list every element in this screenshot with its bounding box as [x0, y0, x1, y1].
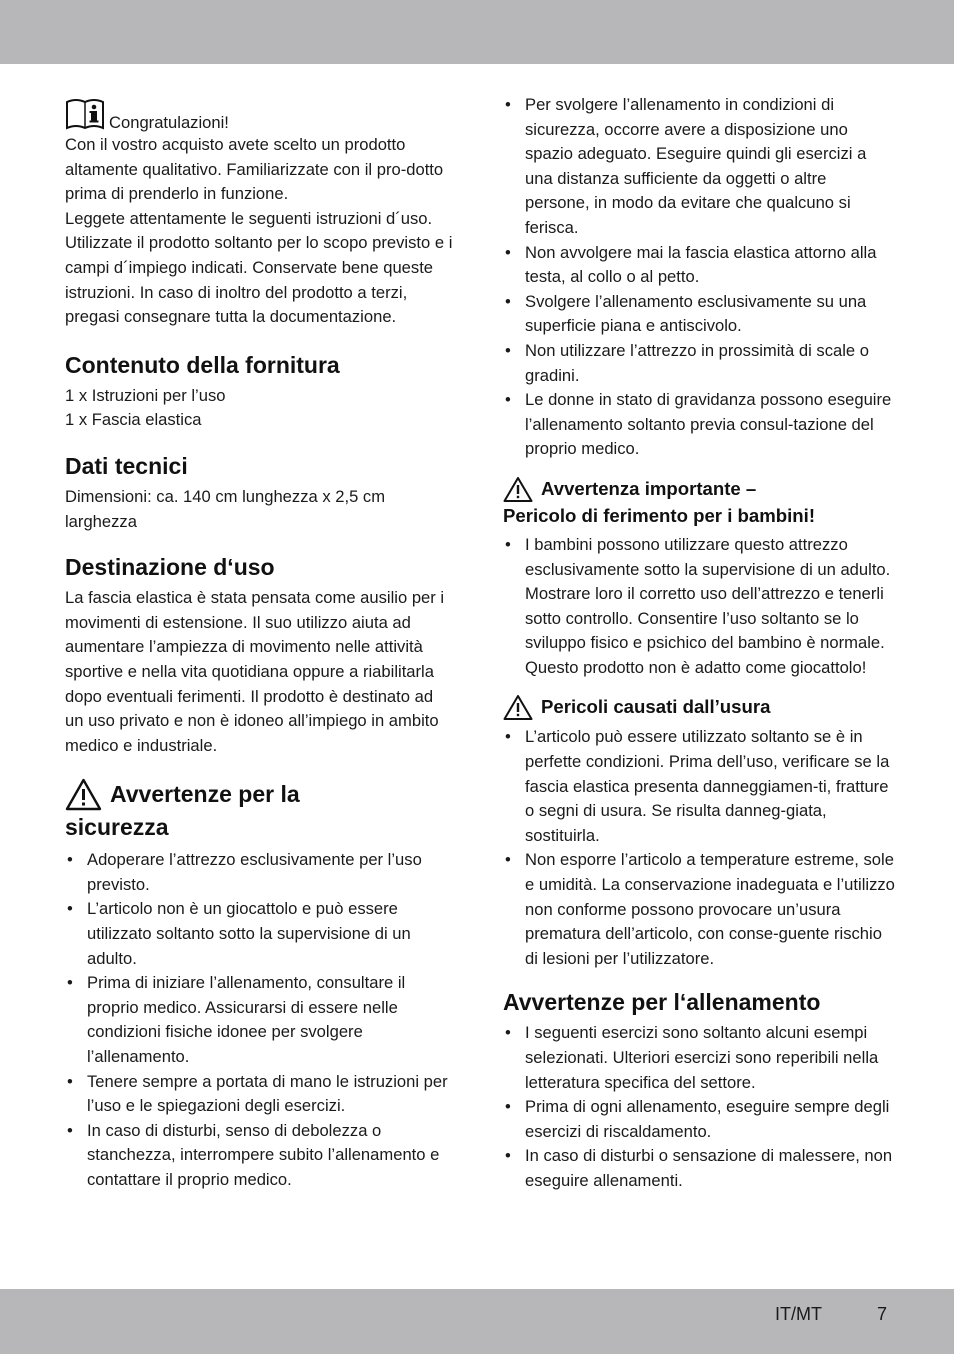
purpose-section	[65, 552, 455, 758]
tech-section	[65, 451, 455, 534]
safety-list-continued	[503, 93, 895, 462]
contents-item: 1 x Istruzioni per l’uso	[65, 385, 226, 405]
tech-title: Dati tecnici	[65, 452, 188, 479]
list-item: • Adoperare l’attrezzo esclusivamente per l’uso previsto.	[65, 848, 455, 897]
intro-header	[65, 93, 455, 133]
warning-triangle-icon	[65, 778, 102, 811]
list-item: • L’articolo non è un giocattolo e può essere utilizzato soltanto sotto la supervisione di un adulto.	[65, 897, 455, 971]
list-item: • Non avvolgere mai la fascia elastica attorno alla testa, al collo o al petto.	[503, 241, 895, 290]
list-item: • Prima di ogni allenamento, eseguire sempre degli esercizi di riscaldamento.	[503, 1095, 895, 1144]
header-bar	[0, 0, 954, 64]
footer-language: IT/MT	[775, 1304, 822, 1324]
wear-section	[503, 694, 895, 971]
list-item: • Non utilizzare l’attrezzo in prossimità di scale o gradini.	[503, 339, 895, 388]
list-item: • Tenere sempre a portata di mano le istruzioni per l’uso e le spiegazioni degli esercizi.	[65, 1070, 455, 1119]
purpose-text: La fascia elastica è stata pensata come ausilio per i movimenti di estensione. Il suo utilizzo aiuta ad aumentare l’ampiezza di movimento nelle attività sportive e nella vita quotidiana oppure a riabilitarla dopo eventuali ferimenti. Il prodotto è destinato ad un uso privato e non è idoneo all’impiego in ambito medico e industriale.	[65, 588, 445, 755]
warning-triangle-icon	[503, 476, 533, 503]
contents-item: 1 x Fascia elastica	[65, 410, 202, 430]
list-item: • Non esporre l’articolo a temperature estreme, sole e umidità. La conservazione inadeguata e l’utilizzo non conforme possono provocare un’usura prematura dell’articolo, con conse-guente rischio di lesioni per l’utilizzatore.	[503, 848, 895, 971]
children-title-line2: Pericolo di ferimento per i bambini!	[503, 504, 816, 526]
safety-title: Avvertenze per la	[110, 781, 300, 808]
safety-list	[65, 848, 455, 1192]
wear-header	[503, 694, 895, 721]
safety-header	[65, 778, 455, 811]
list-item: • In caso di disturbi o sensazione di malessere, non eseguire allenamenti.	[503, 1144, 895, 1193]
list-item: • Svolgere l’allenamento esclusivamente su una superficie piana e antiscivolo.	[503, 290, 895, 339]
list-item: • I bambini possono utilizzare questo attrezzo esclusivamente sotto la supervisione di un adulto. Mostrare loro il corretto uso dell’attrezzo e tenerli sotto controllo. Consentire l’uso soltanto se lo sviluppo fisico e psichico del bambino è normale. Questo prodotto non è adatto come giocattolo!	[503, 533, 895, 681]
contents-list	[65, 384, 455, 433]
intro-label: Congratulazioni!	[109, 113, 229, 132]
list-item: • L’articolo può essere utilizzato soltanto se è in perfette condizioni. Prima dell’uso, verificare se la fascia elastica presenta danneggiamen-ti, fratture o segni di usura. Se risulta danneg-giata, sostituirla.	[503, 725, 895, 848]
purpose-title: Destinazione d‘uso	[65, 554, 275, 581]
training-section	[503, 987, 895, 1193]
children-section	[503, 476, 895, 681]
left-column	[65, 93, 455, 1193]
right-column	[503, 93, 895, 1194]
tech-text: Dimensioni: ca. 140 cm lunghezza x 2,5 cm larghezza	[65, 486, 386, 531]
intro-text-2: Leggete attentamente le seguenti istruzioni d´uso. Utilizzate il prodotto soltanto per lo scopo previsto e i campi d´impiego indicati. Conservate bene queste istruzioni. In caso di inoltro del prodotto a terzi, pregasi consegnare tutta la documentazione.	[65, 208, 453, 327]
training-list	[503, 1021, 895, 1193]
wear-title: Pericoli causati dall’usura	[541, 696, 771, 718]
safety-section	[65, 778, 455, 1192]
intro-text: Con il vostro acquisto avete scelto un prodotto altamente qualitativo. Familiarizzate con il pro-dotto prima di prenderlo in funzione.	[65, 135, 444, 204]
page-number: 7	[877, 1304, 888, 1324]
children-list	[503, 533, 895, 681]
safety-title-line2: sicurezza	[65, 814, 169, 841]
contents-title: Contenuto della fornitura	[65, 351, 340, 378]
info-book-icon	[65, 97, 105, 133]
list-item: • I seguenti esercizi sono soltanto alcuni esempi selezionati. Ulteriori esercizi sono reperibili nella letteratura specifica del settore.	[503, 1021, 895, 1095]
list-item: • Le donne in stato di gravidanza possono eseguire l’allenamento soltanto previa consul-tazione del proprio medico.	[503, 388, 895, 462]
children-header	[503, 476, 895, 503]
warning-triangle-icon	[503, 694, 533, 721]
contents-section	[65, 350, 455, 433]
children-title: Avvertenza importante –	[541, 477, 757, 499]
list-item: • In caso di disturbi, senso di debolezza o stanchezza, interrompere subito l’allenamento e contattare il proprio medico.	[65, 1119, 455, 1193]
wear-list	[503, 725, 895, 971]
list-item: • Prima di iniziare l’allenamento, consultare il proprio medico. Assicurarsi di essere nelle condizioni fisiche idonee per svolgere l’allenamento.	[65, 971, 455, 1069]
list-item: • Per svolgere l’allenamento in condizioni di sicurezza, occorre avere a disposizione uno spazio adeguato. Eseguire quindi gli esercizi a una distanza sufficiente da oggetti o altre persone, in modo da evitare che qualcuno si ferisca.	[503, 93, 895, 241]
training-title: Avvertenze per l‘allenamento	[503, 989, 821, 1016]
